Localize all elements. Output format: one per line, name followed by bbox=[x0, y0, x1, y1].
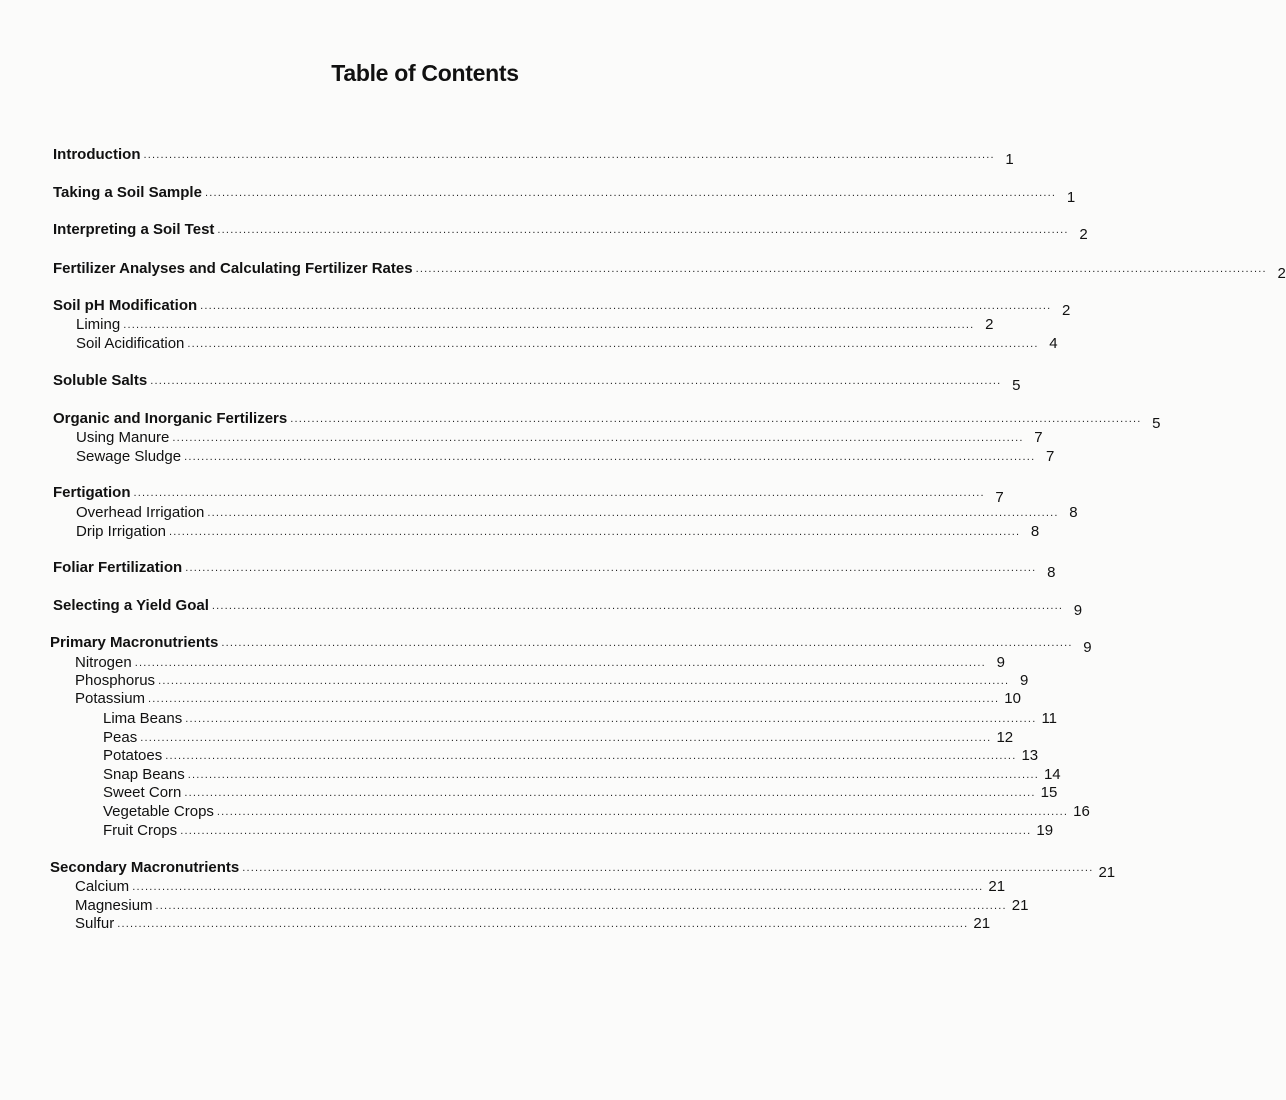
toc-entry-page: 15 bbox=[1040, 784, 1058, 801]
dot-leader: ........................................................................................................................................................................................................ bbox=[184, 787, 1036, 799]
toc-entry bbox=[53, 597, 1083, 619]
toc-entry-label: Soluble Salts bbox=[53, 372, 148, 389]
toc-entry-label: Fertigation bbox=[53, 484, 131, 501]
toc-entry bbox=[103, 803, 1090, 820]
toc-entry-page: 1 bbox=[1066, 189, 1076, 206]
toc-entry bbox=[50, 859, 1116, 881]
toc-entry-page: 9 bbox=[1083, 639, 1092, 656]
dot-leader: ........................................................................................................................................................................................................ bbox=[155, 900, 1007, 912]
toc-entry-page: 12 bbox=[996, 729, 1014, 746]
toc-entry bbox=[53, 146, 1014, 168]
toc-entry-label: Primary Macronutrients bbox=[50, 634, 219, 651]
toc-entry bbox=[53, 221, 1088, 243]
dot-leader: ........................................................................................................................................................................................................ bbox=[207, 507, 1059, 519]
dot-leader: ........................................................................................................................................................................................................ bbox=[200, 300, 1052, 312]
toc-entry-label: Sewage Sludge bbox=[76, 448, 182, 465]
toc-entry-label: Foliar Fertilization bbox=[53, 559, 183, 576]
toc-entry-label: Sweet Corn bbox=[103, 784, 182, 801]
toc-entry-label: Selecting a Yield Goal bbox=[53, 597, 209, 614]
toc-entry bbox=[75, 915, 991, 932]
dot-leader: ........................................................................................................................................................................................................ bbox=[148, 693, 1000, 705]
toc-entry-page: 7 bbox=[1045, 448, 1055, 465]
toc-entry-page: 21 bbox=[1098, 864, 1116, 881]
toc-entry-page: 7 bbox=[1034, 429, 1043, 446]
dot-leader: ........................................................................................................................................................................................................ bbox=[217, 224, 1069, 236]
dot-leader: ........................................................................................................................................................................................................ bbox=[132, 881, 984, 893]
dot-leader: ........................................................................................................................................................................................................ bbox=[204, 187, 1057, 199]
dot-leader: ........................................................................................................................................................................................................ bbox=[187, 769, 1039, 781]
toc-entry-label: Magnesium bbox=[75, 897, 153, 914]
toc-entry-page: 21 bbox=[1011, 897, 1029, 914]
dot-leader: ........................................................................................................................................................................................................ bbox=[242, 862, 1094, 874]
toc-entry-page: 4 bbox=[1049, 335, 1058, 352]
toc-entry-label: Snap Beans bbox=[103, 766, 185, 783]
toc-entry-label: Interpreting a Soil Test bbox=[53, 221, 215, 238]
toc-entry bbox=[53, 410, 1161, 432]
toc-entry bbox=[103, 766, 1061, 783]
toc-entry bbox=[50, 634, 1092, 656]
toc-entry-page: 11 bbox=[1041, 710, 1058, 727]
toc-entry bbox=[75, 878, 1006, 895]
dot-leader: ........................................................................................................................................................................................................ bbox=[415, 263, 1267, 275]
dot-leader: ........................................................................................................................................................................................................ bbox=[140, 732, 992, 744]
toc-entry-page: 7 bbox=[995, 489, 1004, 506]
dot-leader: ........................................................................................................................................................................................................ bbox=[185, 562, 1037, 574]
dot-leader: ........................................................................................................................................................................................................ bbox=[221, 637, 1073, 649]
toc-entry-label: Soil pH Modification bbox=[53, 297, 198, 314]
toc-entry-page: 21 bbox=[973, 915, 991, 932]
toc-entry-page: 8 bbox=[1047, 564, 1056, 581]
toc-entry-page: 19 bbox=[1036, 822, 1054, 839]
toc-entry-page: 1 bbox=[1005, 151, 1014, 168]
toc-entry bbox=[103, 822, 1054, 839]
toc-entry bbox=[76, 523, 1040, 540]
toc-entry bbox=[75, 672, 1029, 689]
toc-entry-page: 9 bbox=[1019, 672, 1029, 689]
toc-entry-label: Fruit Crops bbox=[103, 822, 178, 839]
toc-entry bbox=[75, 690, 1021, 707]
toc-entry-label: Liming bbox=[76, 316, 121, 333]
toc-entry-page: 2 bbox=[1277, 265, 1286, 282]
toc-entry-label: Vegetable Crops bbox=[103, 803, 214, 820]
toc-entry bbox=[53, 484, 1004, 506]
toc-entry-page: 2 bbox=[1079, 226, 1088, 243]
toc-entry-page: 8 bbox=[1069, 504, 1078, 521]
toc-entry-label: Potassium bbox=[75, 690, 146, 707]
dot-leader: ........................................................................................................................................................................................................ bbox=[216, 806, 1069, 818]
toc-entry bbox=[75, 897, 1029, 914]
dot-leader: ........................................................................................................................................................................................................ bbox=[169, 526, 1021, 538]
dot-leader: ........................................................................................................................................................................................................ bbox=[117, 918, 969, 930]
dot-leader: ........................................................................................................................................................................................................ bbox=[185, 713, 1037, 725]
dot-leader: ........................................................................................................................................................................................................ bbox=[134, 657, 986, 669]
toc-entry-label: Secondary Macronutrients bbox=[50, 859, 240, 876]
toc-entry-page: 5 bbox=[1012, 377, 1021, 394]
toc-entry-page: 10 bbox=[1004, 690, 1021, 707]
toc-entry bbox=[103, 747, 1039, 764]
toc-entry bbox=[76, 504, 1078, 521]
toc-entry-page: 5 bbox=[1152, 415, 1161, 432]
dot-leader: ........................................................................................................................................................................................................ bbox=[143, 149, 995, 161]
toc-entry-label: Taking a Soil Sample bbox=[53, 184, 202, 201]
toc-entry-label: Using Manure bbox=[76, 429, 170, 446]
toc-entry-page: 2 bbox=[985, 316, 994, 333]
toc-entry-page: 9 bbox=[1073, 602, 1083, 619]
dot-leader: ........................................................................................................................................................................................................ bbox=[158, 675, 1010, 687]
toc-entry-label: Soil Acidification bbox=[76, 335, 185, 352]
toc-entry bbox=[76, 448, 1055, 465]
toc-entry-label: Peas bbox=[103, 729, 138, 746]
dot-leader: ........................................................................................................................................................................................................ bbox=[187, 338, 1039, 350]
dot-leader: ........................................................................................................................................................................................................ bbox=[211, 600, 1064, 612]
dot-leader: ........................................................................................................................................................................................................ bbox=[184, 451, 1036, 463]
toc-entry-label: Organic and Inorganic Fertilizers bbox=[53, 410, 288, 427]
toc-entry bbox=[75, 654, 1005, 671]
toc-entry-page: 9 bbox=[996, 654, 1005, 671]
toc-entry-label: Phosphorus bbox=[75, 672, 156, 689]
toc-entry-page: 16 bbox=[1073, 803, 1090, 820]
toc-entry-page: 2 bbox=[1062, 302, 1071, 319]
toc-entry-page: 21 bbox=[988, 878, 1006, 895]
dot-leader: ........................................................................................................................................................................................................ bbox=[150, 375, 1002, 387]
dot-leader: ........................................................................................................................................................................................................ bbox=[165, 750, 1017, 762]
dot-leader: ........................................................................................................................................................................................................ bbox=[290, 413, 1142, 425]
dot-leader: ........................................................................................................................................................................................................ bbox=[123, 319, 975, 331]
toc-entry-label: Calcium bbox=[75, 878, 130, 895]
toc-entry bbox=[53, 372, 1021, 394]
toc-entry bbox=[103, 710, 1058, 727]
toc-entry-label: Lima Beans bbox=[103, 710, 183, 727]
toc-entry bbox=[53, 260, 1286, 282]
toc-entry bbox=[53, 184, 1076, 206]
toc-entry bbox=[53, 297, 1071, 319]
toc-entry-page: 8 bbox=[1030, 523, 1040, 540]
dot-leader: ........................................................................................................................................................................................................ bbox=[172, 432, 1024, 444]
toc-entry bbox=[76, 335, 1058, 352]
toc-entry-label: Potatoes bbox=[103, 747, 163, 764]
toc-entry-label: Fertilizer Analyses and Calculating Fertilizer Rates bbox=[53, 260, 413, 277]
toc-entry bbox=[103, 784, 1058, 801]
toc-entry-label: Introduction bbox=[53, 146, 141, 163]
toc-entry bbox=[53, 559, 1056, 581]
toc-entry-page: 13 bbox=[1021, 747, 1039, 764]
dot-leader: ........................................................................................................................................................................................................ bbox=[180, 825, 1032, 837]
toc-entry-page: 14 bbox=[1043, 766, 1061, 783]
page-title: Table of Contents bbox=[331, 60, 519, 86]
toc-entry-label: Drip Irrigation bbox=[76, 523, 167, 540]
dot-leader: ........................................................................................................................................................................................................ bbox=[133, 487, 985, 499]
toc-entry bbox=[76, 316, 994, 333]
toc-entry bbox=[76, 429, 1043, 446]
toc-entry-label: Nitrogen bbox=[75, 654, 132, 671]
toc-entry bbox=[103, 729, 1014, 746]
toc-entry-label: Sulfur bbox=[75, 915, 115, 932]
toc-entry-label: Overhead Irrigation bbox=[76, 504, 205, 521]
